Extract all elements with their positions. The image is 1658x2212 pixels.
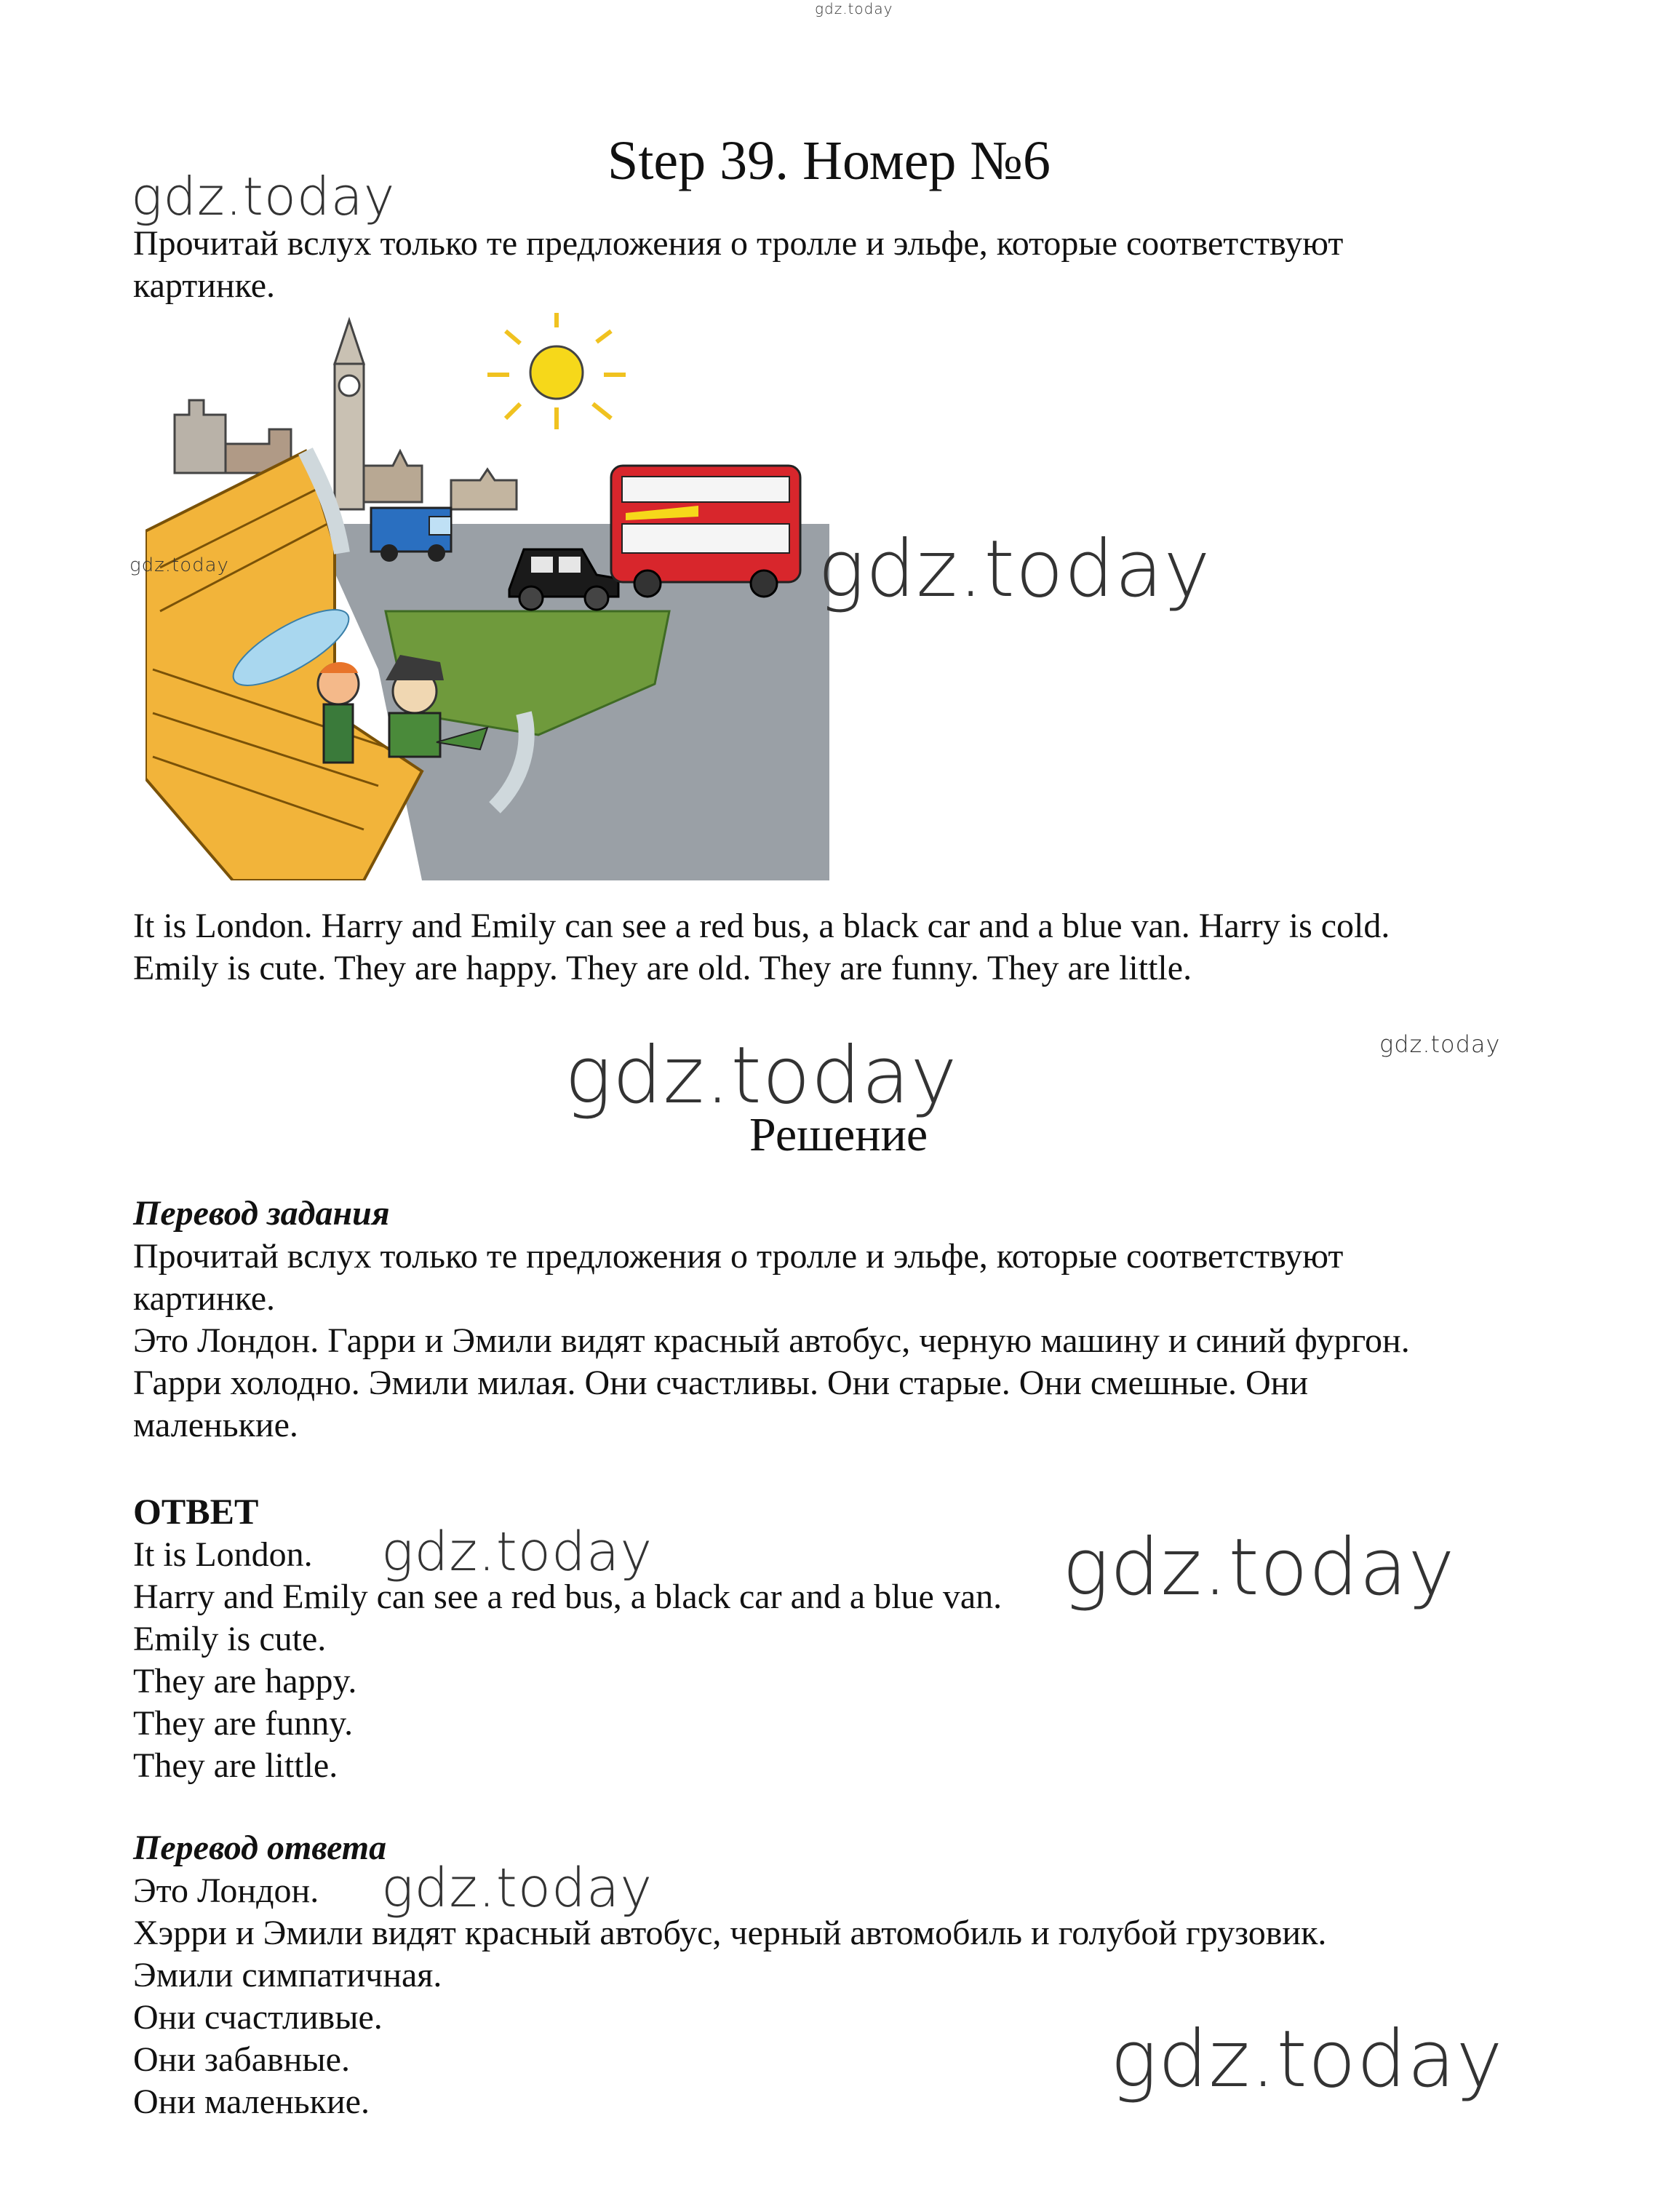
task-line: картинке.	[133, 266, 276, 305]
translation-task-line: Это Лондон. Гарри и Эмили видят красный автобус, черную машину и синий фургон.	[133, 1321, 1410, 1360]
task-text	[133, 223, 1343, 307]
sun	[487, 313, 626, 429]
solution-label: Решение	[749, 1108, 928, 1161]
translation-answer-line: Они забавные.	[133, 2040, 350, 2079]
translation-task-heading: Перевод задания	[133, 1194, 390, 1233]
answer-line: They are funny.	[133, 1704, 354, 1743]
english-text	[133, 905, 1390, 990]
answer-line: It is London.	[133, 1535, 313, 1574]
watermark-side-small: gdz.today	[1379, 1030, 1501, 1058]
red-bus	[611, 466, 800, 597]
translation-task-line: Гарри холодно. Эмили милая. Они счастливы. Они старые. Они смешные. Они	[133, 1364, 1309, 1402]
watermark-top: gdz.today	[815, 0, 893, 17]
watermark-translation-inline: gdz.today	[381, 1857, 653, 1919]
watermark-image-small: gdz.today	[129, 554, 229, 576]
translation-answer-line: Они счастливые.	[133, 1998, 383, 2037]
task-line: Прочитай вслух только те предложения о тролле и эльфе, которые соответствуют	[133, 224, 1344, 263]
page-title: Step 39. Номер №6	[607, 130, 1051, 191]
translation-task-line: маленькие.	[133, 1406, 298, 1444]
answer-line: They are happy.	[133, 1662, 357, 1700]
watermark-header: gdz.today	[131, 166, 396, 227]
english-line: Emily is cute. They are happy. They are old. They are funny. They are little.	[133, 949, 1192, 987]
watermark-bottom-right: gdz.today	[1110, 2014, 1504, 2105]
answer-line: They are little.	[133, 1746, 338, 1785]
answer-line: Emily is cute.	[133, 1620, 327, 1658]
watermark-center: gdz.today	[565, 1030, 958, 1121]
translation-answer-line: Хэрри и Эмили видят красный автобус, черный автомобиль и голубой грузовик.	[133, 1914, 1327, 1952]
watermark-answer-right: gdz.today	[1062, 1522, 1456, 1613]
translation-answer-line: Это Лондон.	[133, 1871, 319, 1910]
translation-answer-line: Они маленькие.	[133, 2082, 370, 2121]
translation-task-text	[133, 1236, 1410, 1447]
london-illustration	[146, 306, 829, 880]
translation-task-line: картинке.	[133, 1279, 276, 1318]
watermark-answer-inline: gdz.today	[381, 1521, 653, 1583]
english-line: It is London. Harry and Emily can see a red bus, a black car and a blue van. Harry is cold.	[133, 907, 1390, 945]
translation-answer-line: Эмили симпатичная.	[133, 1956, 442, 1994]
answer-heading: ОТВЕТ	[133, 1491, 259, 1532]
answer-line: Harry and Emily can see a red bus, a black car and a blue van.	[133, 1578, 1003, 1616]
skyline	[175, 320, 517, 509]
translation-answer-heading: Перевод ответа	[133, 1829, 387, 1867]
watermark-image-large: gdz.today	[818, 524, 1211, 615]
translation-task-line: Прочитай вслух только те предложения о тролле и эльфе, которые соответствуют	[133, 1237, 1344, 1276]
